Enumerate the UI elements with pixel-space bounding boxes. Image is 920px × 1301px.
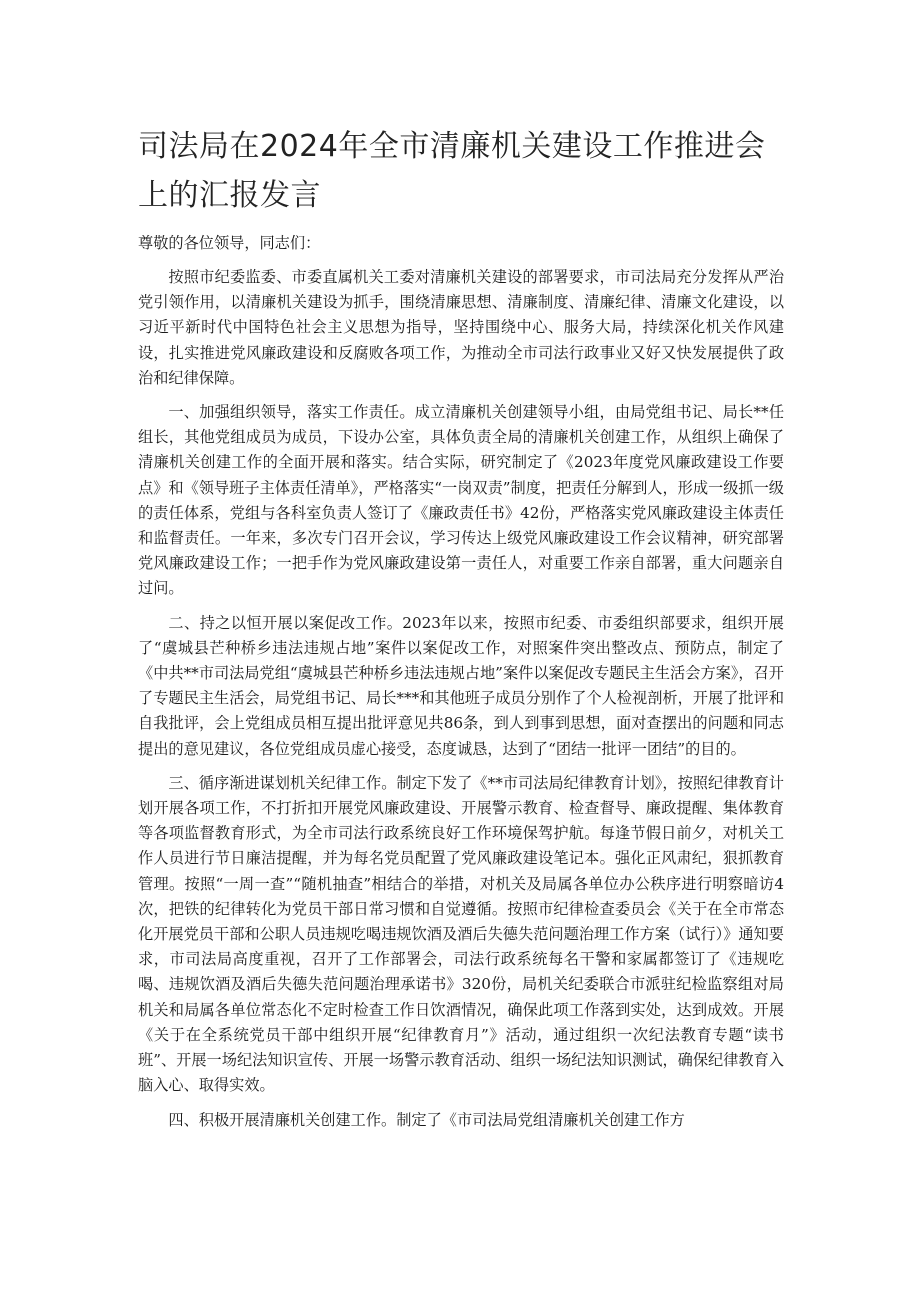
document-body [138,231,784,1142]
paragraph-section-3: 三、循序渐进谋划机关纪律工作。制定下发了《**市司法局纪律教育计划》，按照纪律教育计划开展各项工作，不打折扣开展党风廉政建设、开展警示教育、检查督导、廉政提醒、集体教育等各项监督教育形式，为全市司法行政系统良好工作环境保驾护航。每逢节假日前夕，对机关工作人员进行节日廉洁提醒，并为每名党员配置了党风廉政建设笔记本。强化正风肃纪，狠抓教育管理。按照“一周一查”“随机抽查”相结合的举措，对机关及局属各单位办公秩序进行明察暗访4次，把铁的纪律转化为党员干部日常习惯和自觉遵循。按照市纪律检查委员会《关于在全市常态化开展党员干部和公职人员违规吃喝违规饮酒及酒后失德失范问题治理工作方案（试行）》通知要求，市司法局高度重视，召开了工作部署会，司法行政系统每名干警和家属都签订了《违规吃喝、违规饮酒及酒后失德失范问题治理承诺书》320份，局机关纪委联合市派驻纪检监察组对局机关和局属各单位常态化不定时检查工作日饮酒情况，确保此项工作落到实处，达到成效。开展《关于在全系统党员干部中组织开展“纪律教育月”》活动，通过组织一次纪法教育专题“读书班”、开展一场纪法知识宣传、开展一场警示教育活动、组织一场纪法知识测试，确保纪律教育入脑入心、取得实效。 [138,773,784,1095]
document-title: 司法局在2024年全市清廉机关建设工作推进会上的汇报发言 [138,129,766,213]
paragraph-section-2: 二、持之以恒开展以案促改工作。2023年以来，按照市纪委、市委组织部要求，组织开展了“虞城县芒种桥乡违法违规占地”案件以案促改工作，对照案件突出整改点、预防点，制定了《中共**市司法局党组“虞城县芒种桥乡违法违规占地”案件以案促改专题民主生活会方案》，召开了专题民主生活会，局党组书记、局长***和其他班子成员分别作了个人检视剖析，开展了批评和自我批评，会上党组成员相互提出批评意见共86条，到人到事到思想，面对查摆出的问题和同志提出的意见建议，各位党组成员虚心接受，态度诚恳，达到了“团结一批评一团结”的目的。 [138,613,784,758]
paragraph-section-1: 一、加强组织领导，落实工作责任。成立清廉机关创建领导小组，由局党组书记、局长**任组长，其他党组成员为成员，下设办公室，具体负责全局的清廉机关创建工作，从组织上确保了清廉机关创建工作的全面开展和落实。结合实际，研究制定了《2023年度党风廉政建设工作要点》和《领导班子主体责任清单》，严格落实“一岗双责”制度，把责任分解到人，形成一级抓一级的责任体系，党组与各科室负责人签订了《廉政责任书》42份，严格落实党风廉政建设主体责任和监督责任。一年来，多次专门召开会议，学习传达上级党风廉政建设工作会议精神，研究部署党风廉政建设工作；一把手作为党风廉政建设第一责任人，对重要工作亲自部署，重大问题亲自过问。 [138,403,784,598]
paragraph-section-4: 四、积极开展清廉机关创建工作。制定了《市司法局党组清廉机关创建工作方 [168,1110,685,1129]
salutation: 尊敬的各位领导，同志们： [138,234,321,252]
paragraph-intro: 按照市纪委监委、市委直属机关工委对清廉机关建设的部署要求，市司法局充分发挥从严治党引领作用，以清廉机关建设为抓手，围绕清廉思想、清廉制度、清廉纪律、清廉文化建设，以习近平新时代中国特色社会主义思想为指导，坚持围绕中心、服务大局，持续深化机关作风建设，扎实推进党风廉政建设和反腐败各项工作，为推动全市司法行政事业又好又快发展提供了政治和纪律保障。 [138,268,784,387]
